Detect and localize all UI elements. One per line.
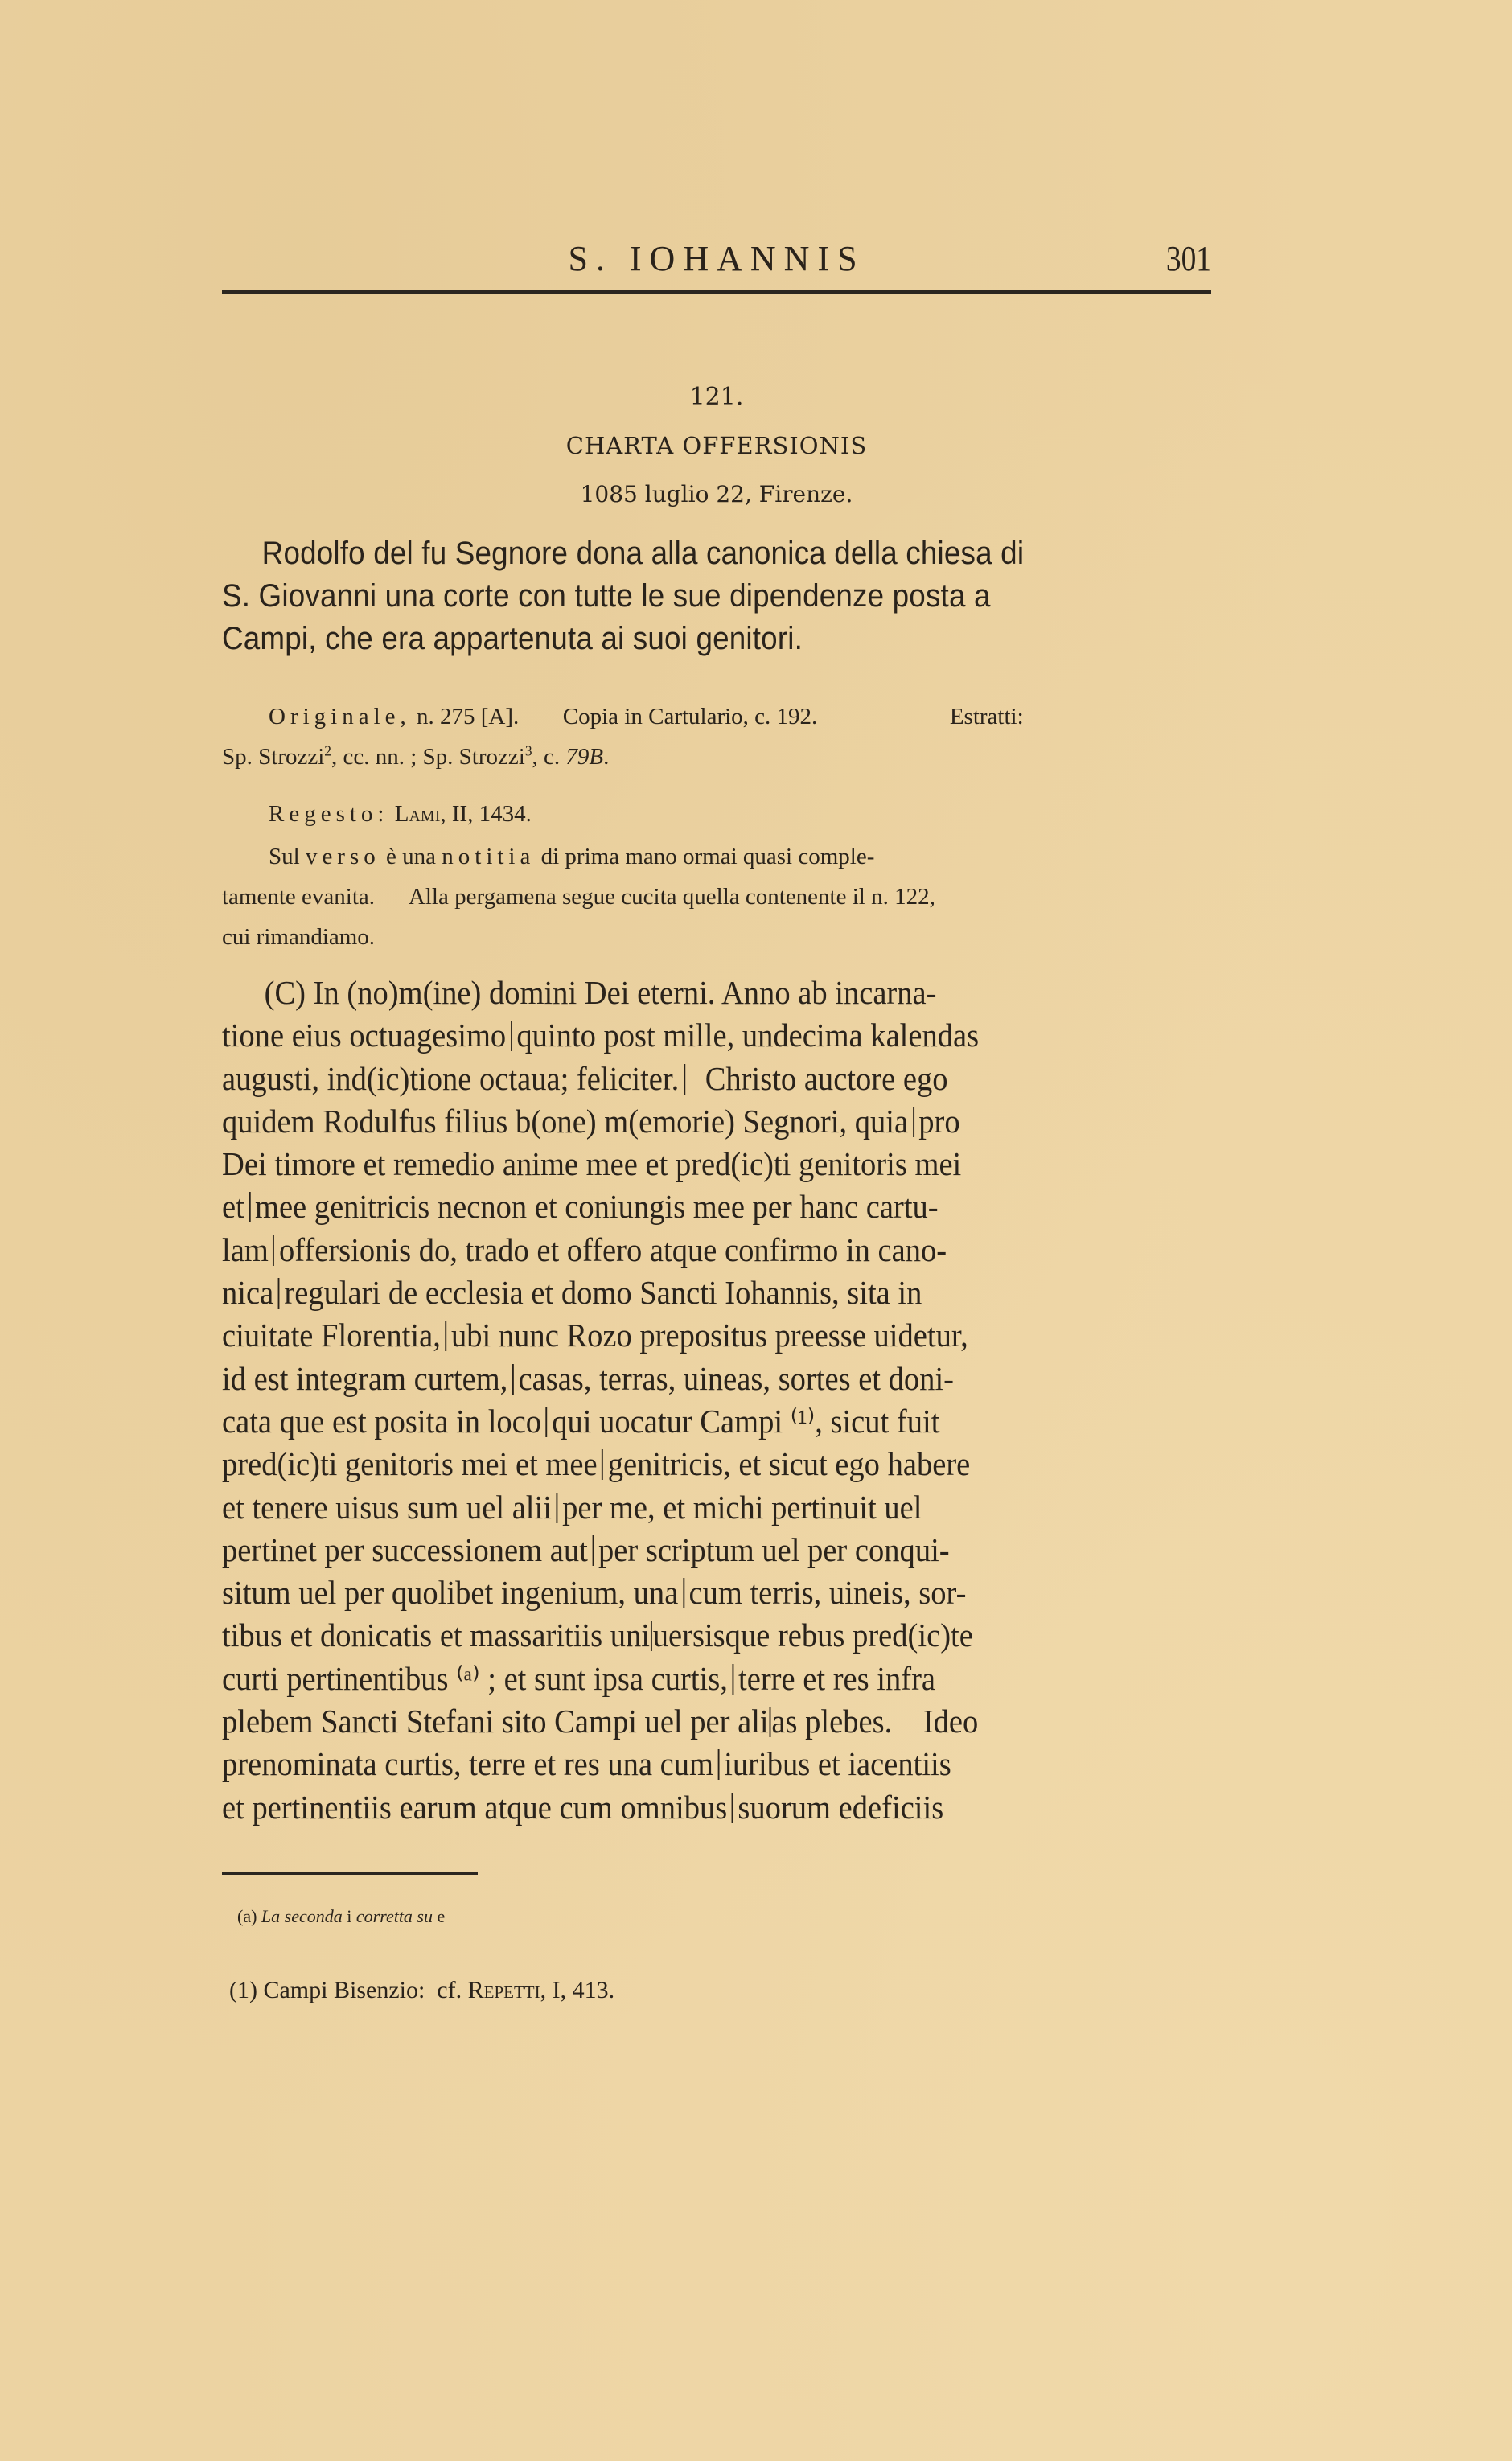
- footnote-rule: [222, 1872, 478, 1875]
- charter-line: [222, 1100, 1212, 1143]
- charter-line: [222, 1658, 1212, 1700]
- text: cata que est posita in loco: [222, 1402, 542, 1440]
- footnote-marker: (1): [229, 1977, 257, 2003]
- text: iuribus et iacentiis: [724, 1745, 951, 1783]
- line-break-marker: [273, 1235, 274, 1266]
- running-head: [222, 238, 1211, 286]
- summary-line: S. Giovanni una corte con tutte le sue dipendenze posta a: [222, 578, 991, 614]
- footnote-text: i: [342, 1906, 356, 1926]
- charter-line: [222, 1486, 1212, 1529]
- charter-line: [222, 1058, 1212, 1100]
- page-number: 301: [1165, 239, 1211, 278]
- regest-summary: [222, 532, 1214, 660]
- text: tione eius octuagesimo: [222, 1017, 507, 1054]
- charter-line: [222, 1786, 1212, 1829]
- regesto-line: [222, 794, 1213, 834]
- line-break-marker: [592, 1535, 594, 1566]
- text: suorum edeficiis: [738, 1788, 944, 1826]
- line-break-marker: [602, 1449, 603, 1480]
- line-break-marker: [278, 1278, 280, 1309]
- text: regulari de ecclesia et domo Sancti Iohannis, sita in: [284, 1274, 922, 1312]
- charter-line: [222, 1614, 1212, 1657]
- line-break-marker: [651, 1621, 652, 1651]
- line-break-marker: [733, 1664, 734, 1695]
- summary-line: Rodolfo del fu Segnore dona alla canonica della chiesa di: [261, 536, 1025, 571]
- text: (C) In (no)m(ine) domini Dei eterni. Anno ab incarna-: [264, 974, 937, 1011]
- text: curti pertinentibus ⁽ᵃ⁾ ; et sunt ipsa curtis,: [222, 1659, 728, 1697]
- summary-line: Campi, che era appartenuta ai suoi genitori.: [222, 621, 803, 656]
- text: situm uel per quolibet ingenium, una: [222, 1574, 679, 1612]
- text: per scriptum uel per conqui-: [598, 1530, 950, 1568]
- originale-ref: n. 275 [A].: [417, 704, 520, 729]
- charter-line: [222, 1272, 1212, 1314]
- charter-line: [222, 1443, 1212, 1485]
- verso-line-3: cui rimandiamo.: [222, 924, 376, 950]
- charter-text: [222, 972, 1212, 1829]
- text: qui uocatur Campi ⁽¹⁾, sicut fuit: [552, 1402, 940, 1440]
- text: nica: [222, 1274, 274, 1312]
- charter-line: [222, 1314, 1212, 1357]
- document-title: CHARTA OFFERSIONIS: [565, 432, 868, 459]
- text: et: [222, 1188, 244, 1226]
- footnote-author: Repetti: [467, 1977, 540, 2003]
- charter-line: [222, 1358, 1212, 1400]
- folio-ref: 79B: [565, 744, 604, 770]
- footnote-ref: , I, 413.: [540, 1977, 615, 2003]
- strozzi-ref: Sp. Strozzi: [222, 744, 325, 770]
- superscript: 3: [524, 742, 532, 759]
- text: per me, et michi pertinuit uel: [562, 1488, 922, 1526]
- verso-line-1: [222, 836, 1213, 877]
- regesto-author: Lami: [394, 801, 441, 827]
- line-break-marker: [546, 1407, 548, 1437]
- footnote-text: La seconda: [261, 1906, 343, 1926]
- charter-line: [222, 1743, 1212, 1785]
- text: cum terris, uineis, sor-: [688, 1574, 967, 1612]
- charter-line: [222, 1400, 1212, 1443]
- originale-label: Originale,: [269, 704, 411, 729]
- text: mee genitricis necnon et coniungis mee per hanc cartu-: [254, 1188, 939, 1226]
- document-number: 121.: [689, 383, 744, 411]
- historical-footnote-1: [229, 1977, 614, 2004]
- header-rule: [222, 290, 1211, 294]
- tradition-note: [222, 696, 1213, 834]
- footnote-text: Campi Bisenzio: cf.: [257, 1977, 468, 2003]
- text: è una: [386, 844, 437, 869]
- line-break-marker: [557, 1493, 558, 1523]
- text: et tenere uisus sum uel alii: [222, 1488, 552, 1526]
- superscript: 2: [324, 742, 331, 759]
- charter-line: [222, 1014, 1212, 1057]
- text: id est integram curtem,: [222, 1359, 508, 1397]
- line-break-marker: [770, 1707, 771, 1737]
- text: et pertinentiis earum atque cum omnibus: [222, 1788, 728, 1826]
- running-title: S. IOHANNIS: [568, 239, 865, 278]
- text: ubi nunc Rozo prepositus preesse uidetur,: [450, 1317, 968, 1354]
- verso-line-2: tamente evanita. Alla pergamena segue cucita quella contenente il n. 122,: [222, 884, 935, 910]
- tradition-line-1: [222, 696, 1213, 737]
- estratti-label: Estratti:: [949, 704, 1024, 729]
- footnote-text: e: [433, 1906, 446, 1926]
- text: uersisque rebus pred(ic)te: [652, 1617, 973, 1654]
- line-break-marker: [718, 1749, 720, 1780]
- charter-line: [222, 972, 1212, 1014]
- charter-line: [222, 1143, 1212, 1185]
- line-break-marker: [249, 1192, 250, 1222]
- text: terre et res infra: [738, 1659, 936, 1697]
- text: prenominata curtis, terre et res una cum: [222, 1745, 714, 1783]
- text: augusti, ind(ic)tione octaua; feliciter.: [222, 1059, 680, 1097]
- text: notitia: [442, 844, 536, 869]
- charter-line: [222, 1229, 1212, 1272]
- text: tibus et donicatis et massaritiis uni: [222, 1617, 650, 1654]
- text: plebem Sancti Stefani sito Campi uel per ali: [222, 1703, 769, 1740]
- strozzi-ref: , c.: [532, 744, 566, 770]
- text: quinto post mille, undecima kalendas: [516, 1017, 980, 1054]
- charter-line: [222, 1572, 1212, 1614]
- document-date: 1085 luglio 22, Firenze.: [580, 481, 853, 507]
- footnote-marker: (a): [237, 1906, 257, 1926]
- text: quidem Rodulfus filius b(one) m(emorie) Segnori, quia: [222, 1102, 909, 1140]
- charter-line: [222, 1700, 1212, 1743]
- line-break-marker: [684, 1064, 685, 1095]
- text: Christo auctore ego: [689, 1059, 948, 1097]
- charter-line: [222, 1529, 1212, 1572]
- text: pred(ic)ti genitoris mei et mee: [222, 1445, 598, 1483]
- charter-line: [222, 1185, 1212, 1228]
- line-break-marker: [683, 1578, 684, 1608]
- line-break-marker: [445, 1321, 446, 1351]
- text: offersionis do, trado et offero atque confirmo in cano-: [278, 1230, 947, 1268]
- text: casas, terras, uineas, sortes et doni-: [518, 1359, 955, 1397]
- line-break-marker: [913, 1107, 914, 1137]
- text: Sul: [269, 844, 300, 869]
- text: ciuitate Florentia,: [222, 1317, 441, 1354]
- critical-footnote-a: [237, 1906, 445, 1927]
- footnote-text: corretta su: [355, 1906, 433, 1926]
- regesto-label: Regesto:: [269, 801, 389, 827]
- strozzi-ref: , cc. nn. ; Sp. Strozzi: [331, 744, 525, 770]
- line-break-marker: [511, 1021, 512, 1051]
- text: as plebes. Ideo: [771, 1703, 979, 1740]
- line-break-marker: [732, 1793, 733, 1823]
- punctuation: .: [603, 744, 610, 770]
- text: Dei timore et remedio anime mee et pred(ic)ti genitoris mei: [222, 1145, 962, 1183]
- text: verso: [305, 844, 380, 869]
- text: pertinet per successionem aut: [222, 1530, 588, 1568]
- text: lam: [222, 1230, 269, 1268]
- tradition-line-2: [222, 737, 1213, 777]
- verso-note: [222, 836, 1213, 957]
- text: di prima mano ormai quasi comple-: [540, 844, 875, 869]
- text: genitricis, et sicut ego habere: [607, 1445, 971, 1483]
- text: pro: [918, 1102, 960, 1140]
- regesto-ref: , II, 1434.: [440, 801, 532, 827]
- line-break-marker: [512, 1364, 514, 1395]
- copia-ref: Copia in Cartulario, c. 192.: [562, 704, 818, 729]
